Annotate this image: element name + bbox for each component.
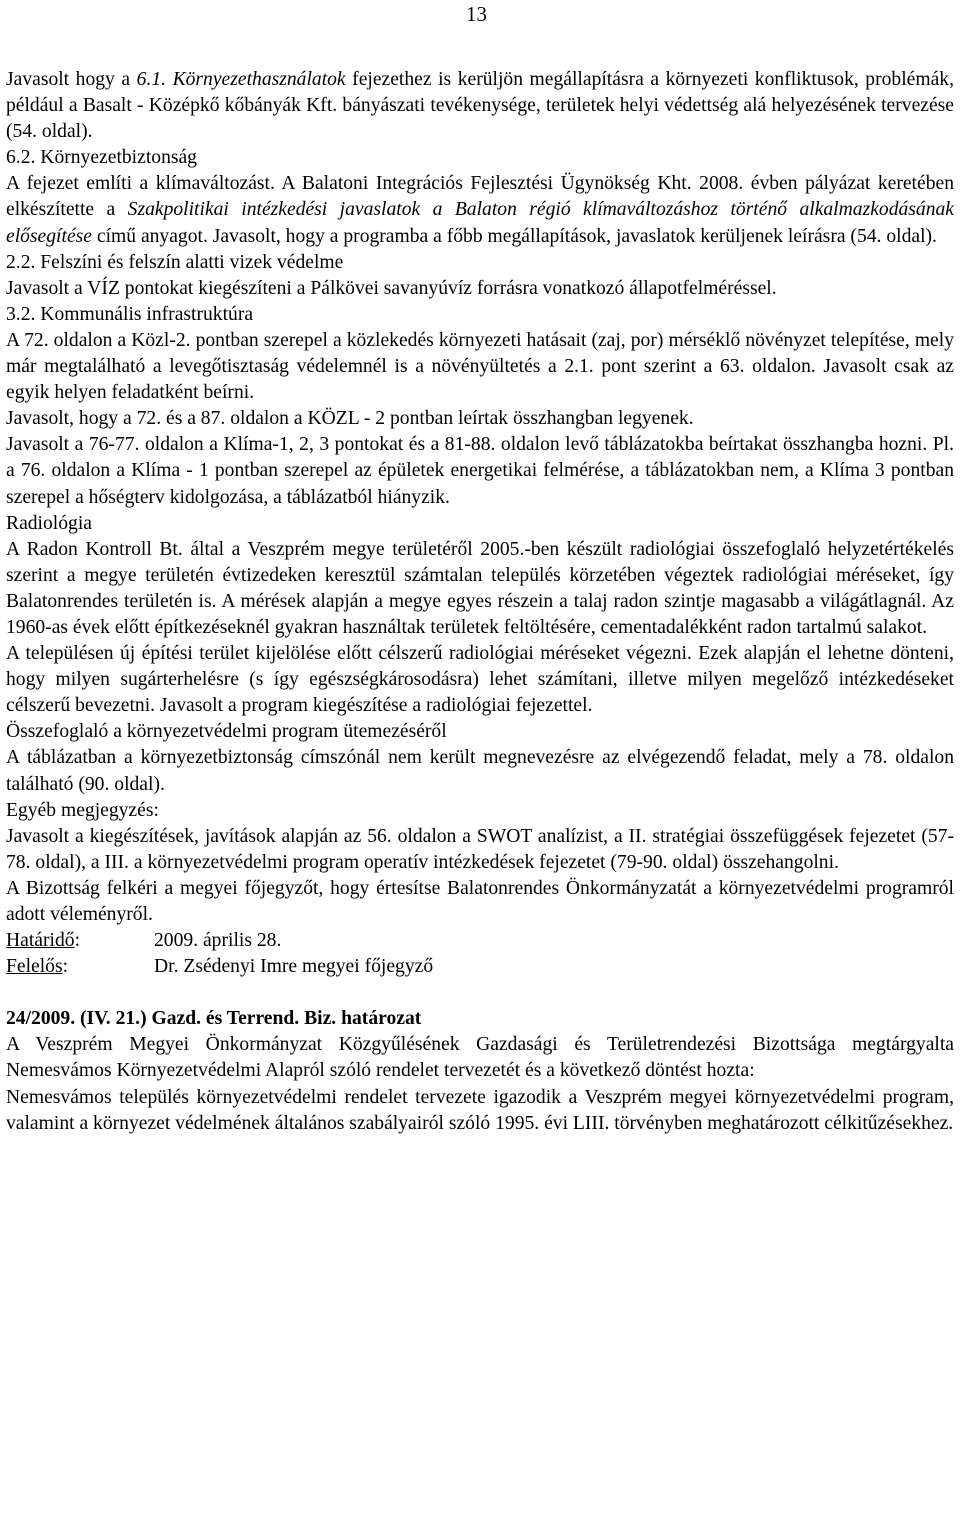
italic-run: Szakpolitikai intézkedési javaslatok a Balaton régió klímaváltozáshoz történő alkalmazkodásának elősegítése <box>6 199 955 247</box>
text-run: című anyagot. Javasolt, hogy a programba a főbb megállapítások, javaslatok kerüljenek leírásra (54. oldal). <box>91 225 937 247</box>
italic-run: 6.1. Környezethasználatok <box>136 69 346 90</box>
spacer <box>6 980 954 1006</box>
heading-water-protection: 2.2. Felszíni és felszín alatti vizek védelme <box>6 251 344 273</box>
responsible-line: Felelős: Dr. Zsédenyi Imre megyei főjegyző <box>6 956 434 978</box>
resolution-title: 24/2009. (IV. 21.) Gazd. és Terrend. Biz. határozat <box>6 1008 422 1030</box>
heading-other-remarks: Egyéb megjegyzés: <box>6 799 159 821</box>
page-number: 13 <box>466 2 487 26</box>
paragraph-radon-survey: A Radon Kontroll Bt. által a Veszprém megye területéről 2005.-ben készült radiológiai összefoglaló helyzetértékelés szerint a megye területén évtizedeken keresztül számtalan település körzetében végeztek radiológiai méréseket, így Balatonrendes területén is. A mérések alapján a megye egyes részein a talaj radon szintje magasabb a világátlagnál. Az 1960-as évek előtt építkezéseknél gyakran használtak területek feltöltésére, cementadalékként radon tartalmú salakot. <box>6 538 954 638</box>
heading-communal-infrastructure: 3.2. Kommunális infrastruktúra <box>6 303 254 325</box>
responsible-value: Dr. Zsédenyi Imre megyei főjegyző <box>154 956 434 978</box>
paragraph-committee-request: A Bizottság felkéri a megyei főjegyzőt, hogy értesítse Balatonrendes Önkormányzatát a környezetvédelmi programról adott véleményről. <box>6 877 954 925</box>
text-run: fejezethez is kerüljön megállapításra a környezeti konfliktusok, problémák, például a Basalt - Középkő kőbányák Kft. bányászati tevékenysége, területek helyi védettség alá helyezésének tervezése (54. oldal). <box>6 69 954 143</box>
responsible-label: Felelős <box>6 956 63 978</box>
paragraph-land-use <box>6 67 954 145</box>
deadline-value: 2009. április 28. <box>154 930 282 952</box>
heading-program-schedule: Összefoglaló a környezetvédelmi program ütemezéséről <box>6 721 447 743</box>
paragraph-radiology-measurements: A településen új építési terület kijelölése előtt célszerű radiológiai méréseket végezni. Ezek alapján el lehetne dönteni, hogy milyen sugárterhelésre (s így egészségkárosodásra) lehet számítani, illetve milyen megelőző intézkedéseket célszerű bevezetni. Javasolt a program kiegészítése a radiológiai fejezettel. <box>6 643 954 717</box>
paragraph-water-supplement: Javasolt a VÍZ pontokat kiegészíteni a Pálkövei savanyúvíz forrásra vonatkozó állapotfelméréssel. <box>6 277 777 299</box>
resolution-decision: Nemesvámos település környezetvédelmi rendelet tervezete igazodik a Veszprém megyei környezetvédelmi program, valamint a környezet védelmének általános szabályairól szóló 1995. évi LIII. törvényben meghatározott célkitűzésekhez. <box>6 1086 954 1134</box>
deadline-line: Határidő: 2009. április 28. <box>6 930 282 952</box>
heading-environmental-safety: 6.2. Környezetbiztonság <box>6 147 197 169</box>
resolution-intro: A Veszprém Megyei Önkormányzat Közgyűlésének Gazdasági és Területrendezési Bizottsága megtárgyalta Nemesvámos Környezetvédelmi Alapról szóló rendelet tervezetét és a következő döntést hozta: <box>6 1034 954 1082</box>
paragraph-klima-tables: Javasolt a 76-77. oldalon a Klíma-1, 2, 3 pontokat és a 81-88. oldalon levő táblázatokba beírtakat összhangba hozni. Pl. a 76. oldalon a Klíma - 1 pontban szerepel az épületek energetikai felmérése, a táblázatokban nem, a Klíma 3 pontban szerepel a hőségterv kidolgozása, a táblázatból hiányzik. <box>6 434 954 508</box>
deadline-label: Határidő <box>6 930 75 952</box>
paragraph-harmonization: Javasolt a kiegészítések, javítások alapján az 56. oldalon a SWOT analízist, a II. stratégiai összefüggések fejezetet (57-78. oldal), a III. a környezetvédelmi program operatív intézkedések fejezetet (79-90. oldal) összehangolni. <box>6 825 954 873</box>
paragraph-kozl-consistency: Javasolt, hogy a 72. és a 87. oldalon a KÖZL - 2 pontban leírtak összhangban legyenek. <box>6 408 694 430</box>
paragraph-schedule-table: A táblázatban a környezetbiztonság címszónál nem került megnevezésre az elvégezendő feladat, mely a 78. oldalon található (90. oldal). <box>6 747 954 795</box>
heading-radiology: Radiológia <box>6 512 92 534</box>
text-run: Javasolt hogy a <box>6 69 137 90</box>
paragraph-climate-change <box>6 171 954 249</box>
document-body <box>6 67 954 1137</box>
text-run: A fejezet említi a klímaváltozást. A Balatoni Integrációs Fejlesztési Ügynökség Kht. 2008. évben pályázat keretében elkészítette a <box>6 173 954 221</box>
paragraph-vegetation-planting: A 72. oldalon a Közl-2. pontban szerepel a közlekedés környezeti hatásait (zaj, por) mérséklő növényzet telepítése, mely már megtalálható a levegőtisztaság védelemnél is a növényültetés a 2.1. pont szerint a 63. oldalon. Javasolt csak az egyik helyen feladatként beírni. <box>6 329 954 404</box>
